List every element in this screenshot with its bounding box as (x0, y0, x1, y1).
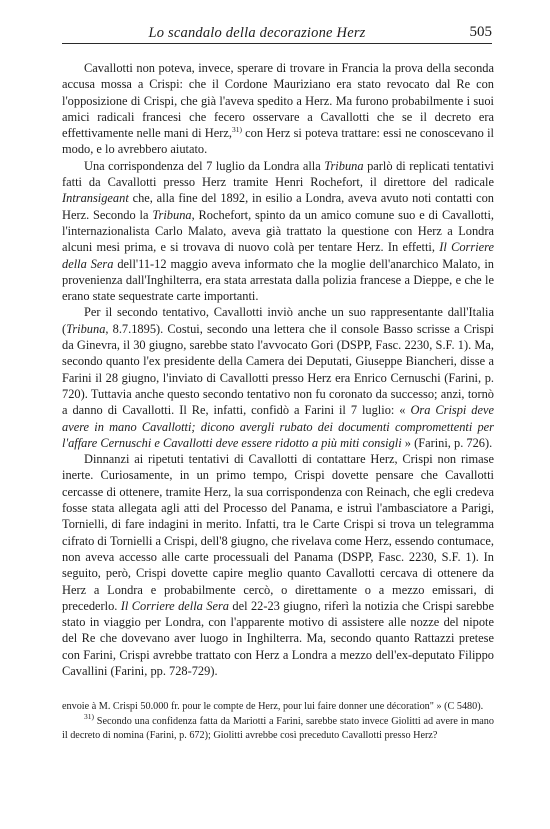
text-run: Una corrispondenza del 7 luglio da Londra alla (84, 158, 325, 173)
italic-run: Tribuna (66, 321, 106, 336)
text-run: envoie à M. Crispi 50.000 fr. pour le compte de Herz, pour lui faire donner une décoration" » (C 5480). (62, 701, 484, 712)
italic-run: Il Corriere della Sera (120, 598, 229, 613)
italic-run: Ora Crispi deve avere in mano Cavallotti; dicono avergli rubato dei documenti compromettenti per l'affare Cernuschi e Cavallotti deve essere ridotto a più miti consigli (62, 403, 494, 450)
paragraph (62, 304, 494, 451)
italic-run: Il Corriere della Sera (62, 240, 495, 271)
body-text (62, 60, 494, 679)
text-run: , Rochefort, spinto da un amico comune suo e di Cavallotti, l'internazionalista Carlo Malato, aveva già trattato la questione con Herz a Londra alcuni mesi prima, e si trovava di nuovo colà per tentare Herz. In effetti, (62, 207, 494, 255)
text-run: parlò di replicati tentativi fatti da Cavallotti presso Herz tramite Henri Rochefort, il direttore del radicale (62, 158, 495, 190)
paragraph (62, 158, 494, 305)
italic-run: Tribuna (324, 158, 364, 173)
paragraph (62, 451, 494, 679)
text-run: , 8.7.1895). Costui, secondo una lettera che il console Basso scrisse a Crispi da Ginevra, il 30 giugno, sarebbe stato l'avvocato Gori (DSPP, Fasc. 2230, S.F. 1). Ma, secondo quanto l'ex presidente della Camera dei Deputati, Giuseppe Biancheri, disse a Farini il 28 giugno, l'inviato di Cavallotti presso Herz era Enrico Cernuschi (Farini, p. 720). Tuttavia anche questo secondo tentativo non fu coronato da successo; anzi, tornò a danno di Cavallotti. Il Re, infatti, confidò a Farini il 7 luglio: « (62, 321, 494, 418)
text-run: Dinnanzi ai ripetuti tentativi di Cavallotti di contattare Herz, Crispi non rimase inerte. Curiosamente, in un primo tempo, Crispi dovette pensare che Cavallotti cercasse di ottenere, tramite Herz, la sua corrispondenza con Reinach, che egli credeva fosse stata allegata agli atti del Processo del Panama, e istruì l'ambasciatore a Parigi, Tornielli, di fare indagini in merito. Infatti, tra le Carte Crispi si trova un telegramma cifrato di Tornielli a Crispi, dell'8 giugno, che rivelava come Herz, essendo contumace, non aveva accesso alle carte processuali del Panama (DSPP, Fasc. 2230, S.F. 1). In seguito, però, Crispi dovette capire meglio quanto Cavallotti cercava di ottenere da Herz a Londra e probabilmente cercò, o direttamente o a mezzo emissari, di precederlo. (62, 452, 494, 613)
running-header (62, 23, 492, 44)
text-run: Secondo una confidenza fatta da Mariotti a Farini, sarebbe stato invece Giolitti ad avere in mano il decreto di nomina (Farini, p. 672); Giolitti avrebbe così preceduto Cavallotti presso Herz? (62, 715, 494, 742)
text-run: con Herz si poteva trattare: essi ne conoscevano il modo, e lo avrebbero aiutato. (62, 126, 494, 157)
text-run: Per il secondo tentativo, Cavallotti inviò anche un suo rappresentante dall'Italia ( (62, 305, 494, 336)
footnote-continuation (62, 700, 494, 715)
text-run: Cavallotti non poteva, invece, sperare di trovare in Francia la prova della seconda accusa mossa a Crispi: che il Cordone Mauriziano era stato revocato dal Re con l'opposizione di Crispi, che già l'aveva spedito a Herz. Ma furono probabilmente i suoi amici radicali francesi che fecero osservare a Cavallotti che se il decreto era effettivamente nelle mani di Herz, (62, 61, 494, 141)
footnotes (62, 700, 494, 744)
running-title: Lo scandalo della decorazione Herz (148, 25, 366, 41)
text-run: dell'11-12 maggio aveva informato che la moglie dell'anarchico Malato, in provenienza dall'Inghilterra, era stata arrestata dalla polizia francese a Dieppe, e che le erano state sequestrate carte importanti. (62, 256, 495, 304)
text-run: del 22-23 giugno, riferì la notizia che Crispi sarebbe stato in viaggio per Londra, con l'apparente motivo di assistere alle nozze del nipote del Re che dovevano aver luogo in Inghilterra. Ma, secondo quanto Rattazzi pretese con Farini, Crispi avrebbe trattato con Herz a Londra a mezzo dell'ex-deputato Filippo Cavallini (Farini, pp. 728-729). (62, 598, 494, 678)
italic-run: Intransigeant (62, 191, 129, 206)
text-run: che, alla fine del 1892, in esilio a Londra, aveva avuto noti contatti con Herz. Secondo la (62, 191, 494, 222)
footnote-marker: 31) (84, 711, 94, 721)
paragraph (62, 60, 494, 158)
footnote-31 (62, 711, 494, 744)
page-number: 505 (469, 24, 492, 40)
text-run: » (Farini, p. 726). (401, 435, 493, 450)
footnote-marker: 31) (231, 125, 242, 135)
italic-run: Tribuna (152, 207, 192, 222)
